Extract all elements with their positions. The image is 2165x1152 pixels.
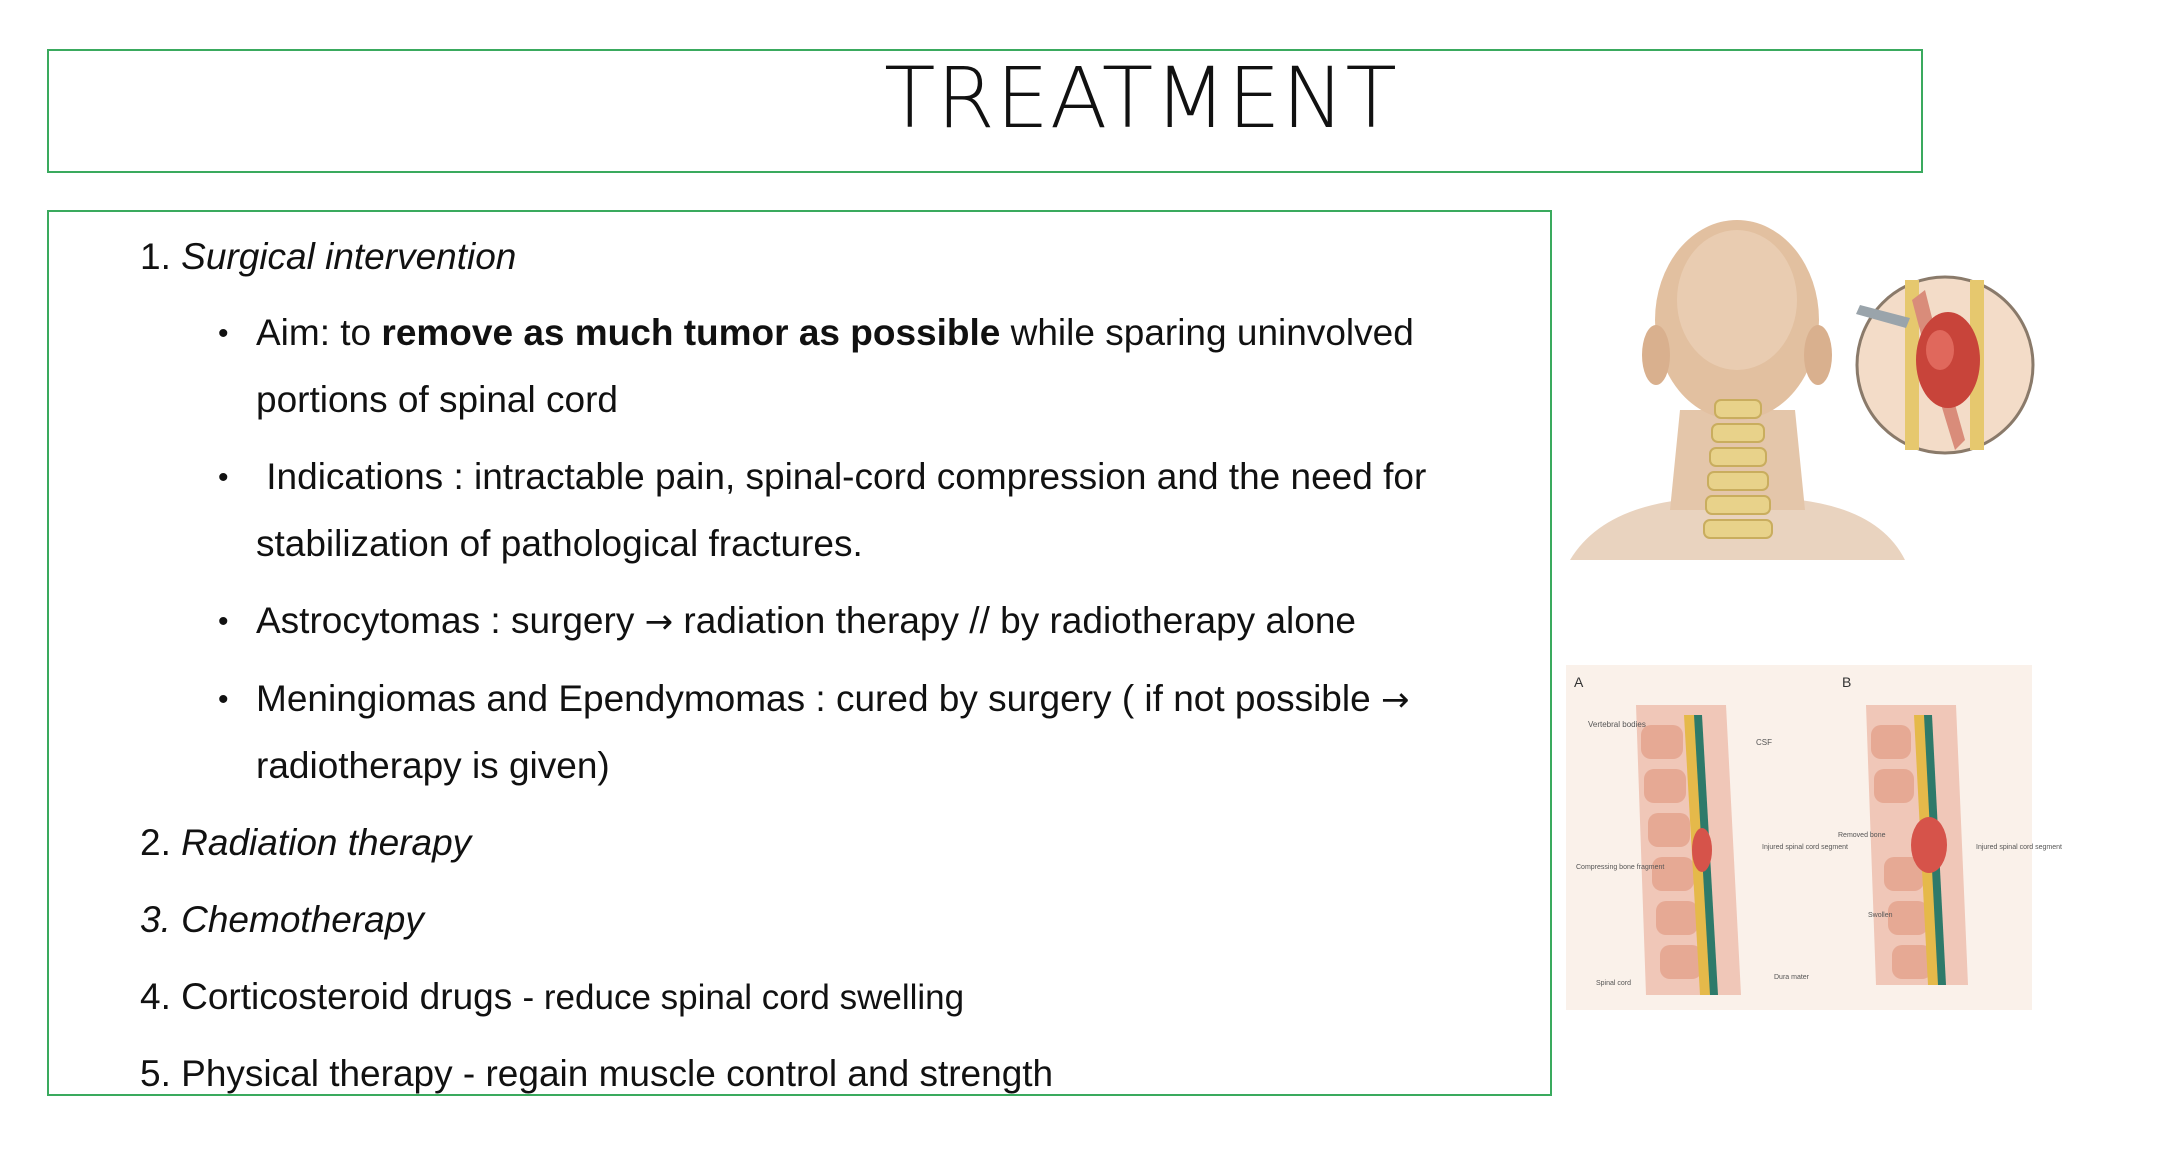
label-spinal-cord: Spinal cord	[1596, 980, 1632, 987]
label-swollen: Swollen	[1868, 912, 1893, 919]
item-4-heading	[140, 978, 964, 1015]
bullet-4-line-1	[256, 678, 1410, 720]
bullet-4-marker: •	[218, 683, 229, 716]
bullet-3-marker: •	[218, 605, 229, 638]
item-2-label: Radiation therapy	[181, 822, 472, 863]
slide-title: TREATMENT	[884, 49, 1398, 147]
bullet-3-line-1	[256, 600, 1356, 642]
panel-a-label: A	[1574, 674, 1584, 690]
item-4-sub: - reduce spinal cord swelling	[522, 978, 965, 1017]
label-dura-mater: Dura mater	[1774, 974, 1810, 981]
item-5-heading: 5. Physical therapy - regain muscle control and strength	[140, 1053, 1054, 1094]
label-compressing-fragment: Compressing bone fragment	[1576, 864, 1665, 871]
bullet-3-suffix: radiation therapy // by radiotherapy alone	[673, 600, 1356, 641]
label-vertebral-bodies: Vertebral bodies	[1588, 720, 1646, 729]
item-1-heading	[140, 238, 516, 275]
item-3-heading: 3. Chemotherapy	[140, 899, 424, 940]
spinal-cord-diagram	[1566, 665, 2062, 1010]
bullet-1-suffix: while sparing uninvolved	[1000, 312, 1414, 353]
item-1-label: Surgical intervention	[181, 236, 517, 277]
right-arrow-icon: →	[644, 602, 674, 642]
label-removed-bone: Removed bone	[1838, 832, 1886, 839]
bullet-4-prefix: Meningiomas and Ependymomas : cured by surgery ( if not possible	[256, 678, 1381, 719]
panel-b-spine	[1866, 705, 1968, 985]
bullet-1-prefix: Aim: to	[256, 312, 382, 353]
item-1-number: 1.	[140, 236, 171, 277]
item-2-heading	[140, 824, 471, 861]
panel-b-label: B	[1842, 674, 1852, 690]
bullet-2-marker: •	[218, 461, 229, 494]
bullet-3-prefix: Astrocytomas : surgery	[256, 600, 645, 641]
bullet-1-line-1	[256, 314, 1414, 351]
item-2-number: 2.	[140, 822, 171, 863]
neck-surgery-illustration	[1560, 210, 2030, 590]
label-injured-a: Injured spinal cord segment	[1762, 844, 1848, 851]
item-4-main: 4. Corticosteroid drugs	[140, 976, 523, 1017]
label-csf: CSF	[1756, 738, 1772, 747]
panel-a-spine	[1636, 705, 1741, 995]
bullet-2-line-1: Indications : intractable pain, spinal-cord compression and the need for	[256, 456, 1427, 497]
bullet-1-line-2: portions of spinal cord	[256, 379, 618, 420]
bullet-1-bold: remove as much tumor as possible	[381, 312, 1001, 353]
label-injured-b: Injured spinal cord segment	[1976, 844, 2062, 851]
right-arrow-icon: →	[1380, 680, 1410, 720]
bullet-1-marker: •	[218, 317, 229, 350]
bullet-4-line-2: radiotherapy is given)	[256, 745, 610, 786]
bullet-2-line-2: stabilization of pathological fractures.	[256, 523, 863, 564]
